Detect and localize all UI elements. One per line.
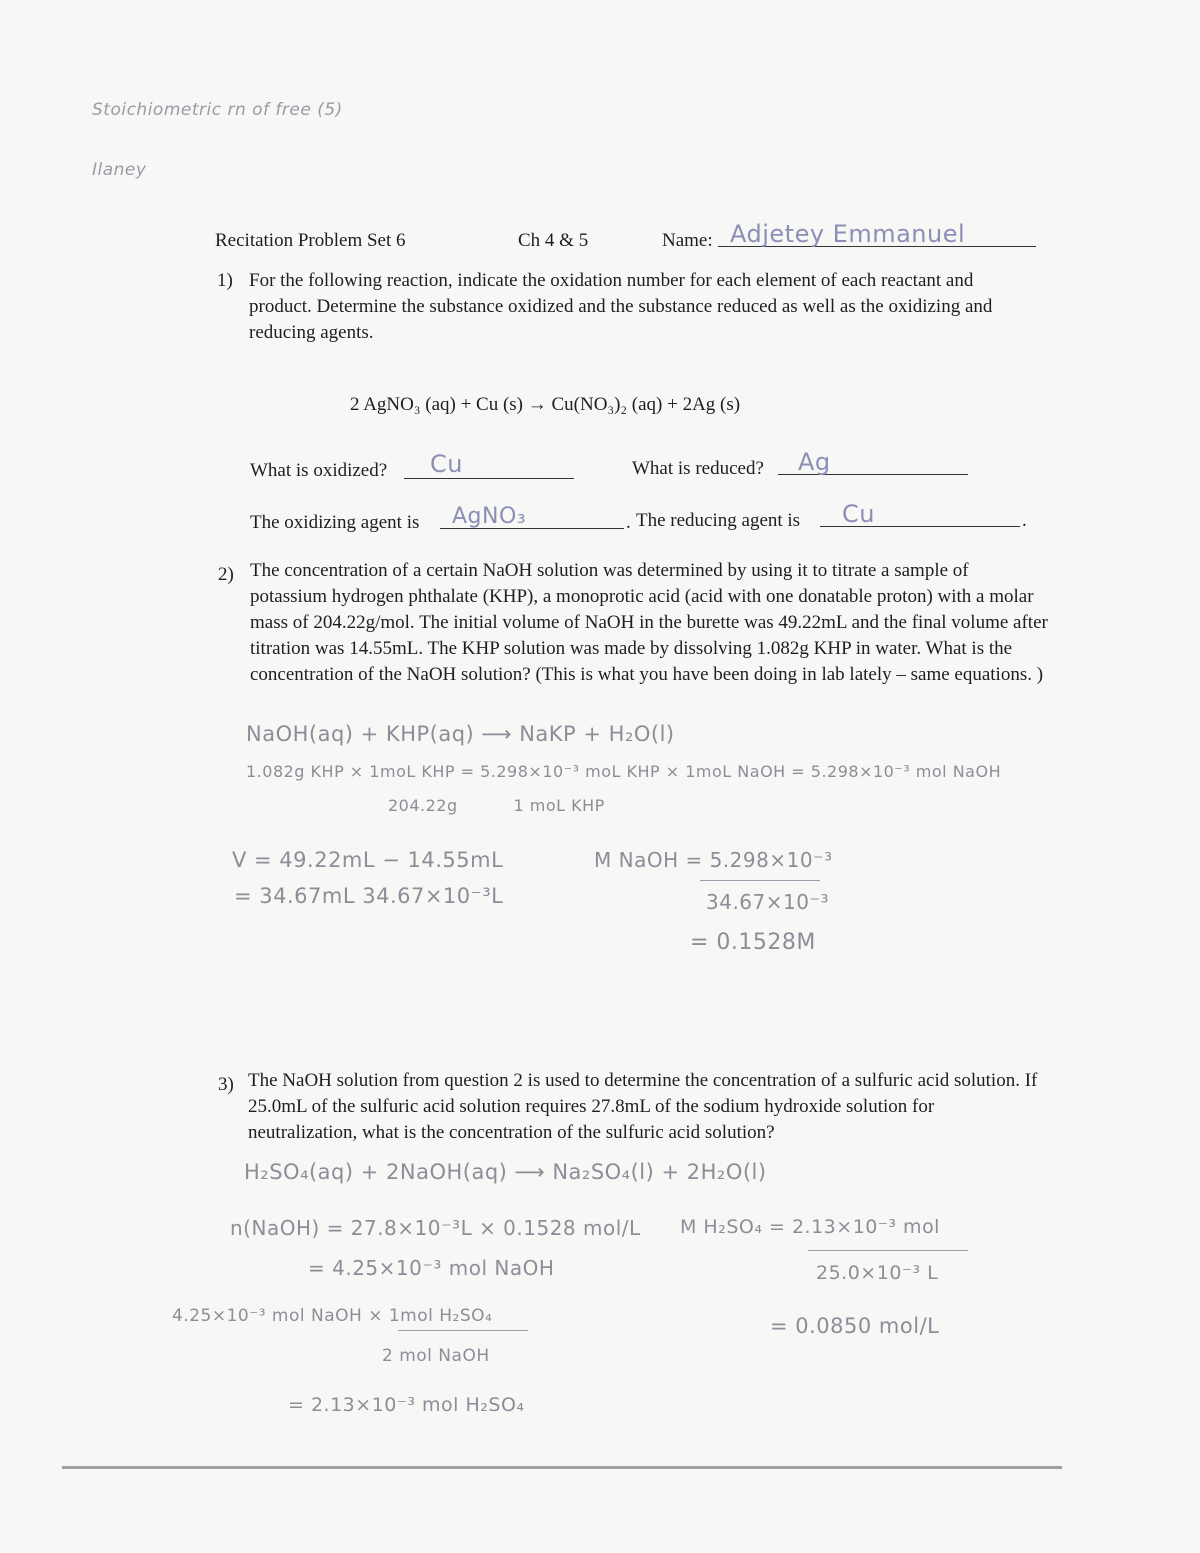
q3-work-n2: = 4.25×10⁻³ mol NaOH [308,1256,555,1280]
q2-work-vol2: = 34.67mL 34.67×10⁻³L [234,884,504,908]
q1-text: For the following reaction, indicate the oxidation number for each element of each reactant and product. Determine the substance oxidized and the substance reduced as well as the oxidizing and reducing agents. [249,270,993,343]
q1-reduced-label: What is reduced? [632,458,764,479]
q1-equation: 2 AgNO₃ (aq) + Cu (s) → Cu(NO₃)₂ (aq) + 2Ag (s) [350,394,741,415]
q2-text: The concentration of a certain NaOH solution was determined by using it to titrate a sample of potassium hydrogen phthalate (KHP), a monoprotic acid (acid with one donatable proton) with a molar mass of 204.22g/mol. The initial volume of NaOH in the burette was 49.22mL and the final volume after titration was 14.55mL. The KHP solution was made by dissolving 1.082g KHP in water. What is the concentration of the NaOH solution? (This is what you have been doing in lab lately – same equations. ) [250,560,1048,685]
q3-work-m-res: = 0.0850 mol/L [770,1314,940,1338]
q3-work-m-num: M H₂SO₄ = 2.13×10⁻³ mol [680,1216,940,1238]
margin-note-line1: Stoichiometric rn of free (5) [92,100,343,120]
q2-work-reaction: NaOH(aq) + KHP(aq) ⟶ NaKP + H₂O(l) [246,722,675,746]
q3-work-conv-res: = 2.13×10⁻³ mol H₂SO₄ [288,1394,525,1416]
q3-work-conv: 4.25×10⁻³ mol NaOH × 1mol H₂SO₄ [172,1306,493,1326]
q3-text: The NaOH solution from question 2 is used to determine the concentration of a sulfuric acid solution. If 25.0mL of the sulfuric acid solution requires 27.8mL of the sodium hydroxide solution for neutralization, what is the concentration of the sulfuric acid solution? [248,1070,1038,1143]
q1-reducing-label: The reducing agent is [636,510,801,531]
q1-reduced-answer: Ag [798,448,831,476]
q3-work-conv-den: 2 mol NaOH [382,1346,490,1366]
q3-number: 3) [218,1074,234,1095]
margin-note-line2: Ilaney [92,160,147,180]
q1-period-1: . [626,512,631,533]
q1-oxidizing-answer: AgNO₃ [452,504,527,529]
q3-m-fraction-bar [808,1250,968,1251]
q2-work-vol1: V = 49.22mL − 14.55mL [232,848,504,872]
student-name: Adjetey Emmanuel [730,220,966,248]
worksheet-title: Recitation Problem Set 6 [215,230,406,251]
q1-oxidized-label: What is oxidized? [250,460,388,481]
q2-work-molar-num: M NaOH = 5.298×10⁻³ [594,848,833,872]
q2-work-molar-den: 34.67×10⁻³ [706,890,830,914]
q2-number: 2) [218,564,234,585]
q2-work-molar-result: = 0.1528M [690,930,816,955]
q2-work-step1-denoms: 204.22g 1 moL KHP [388,796,605,815]
q3-work-m-den: 25.0×10⁻³ L [816,1262,939,1284]
chapter-label: Ch 4 & 5 [518,230,589,251]
q1-oxidizing-label: The oxidizing agent is [250,512,420,533]
name-label: Name: [662,230,713,251]
q3-work-n1: n(NaOH) = 27.8×10⁻³L × 0.1528 mol/L [230,1216,641,1240]
q3-conv-fraction-bar [398,1330,528,1331]
q1-reducing-answer: Cu [842,500,875,528]
q1-number: 1) [217,270,233,291]
q1-oxidized-line [404,478,574,479]
q2-fraction-bar [700,880,820,881]
q1-period-2: . [1022,510,1027,531]
q3-work-reaction: H₂SO₄(aq) + 2NaOH(aq) ⟶ Na₂SO₄(l) + 2H₂O(l) [244,1160,767,1184]
q2-work-step1: 1.082g KHP × 1moL KHP = 5.298×10⁻³ moL KHP × 1moL NaOH = 5.298×10⁻³ mol NaOH [246,762,1002,781]
page-bottom-edge [62,1466,1062,1469]
q1-oxidized-answer: Cu [430,450,463,478]
